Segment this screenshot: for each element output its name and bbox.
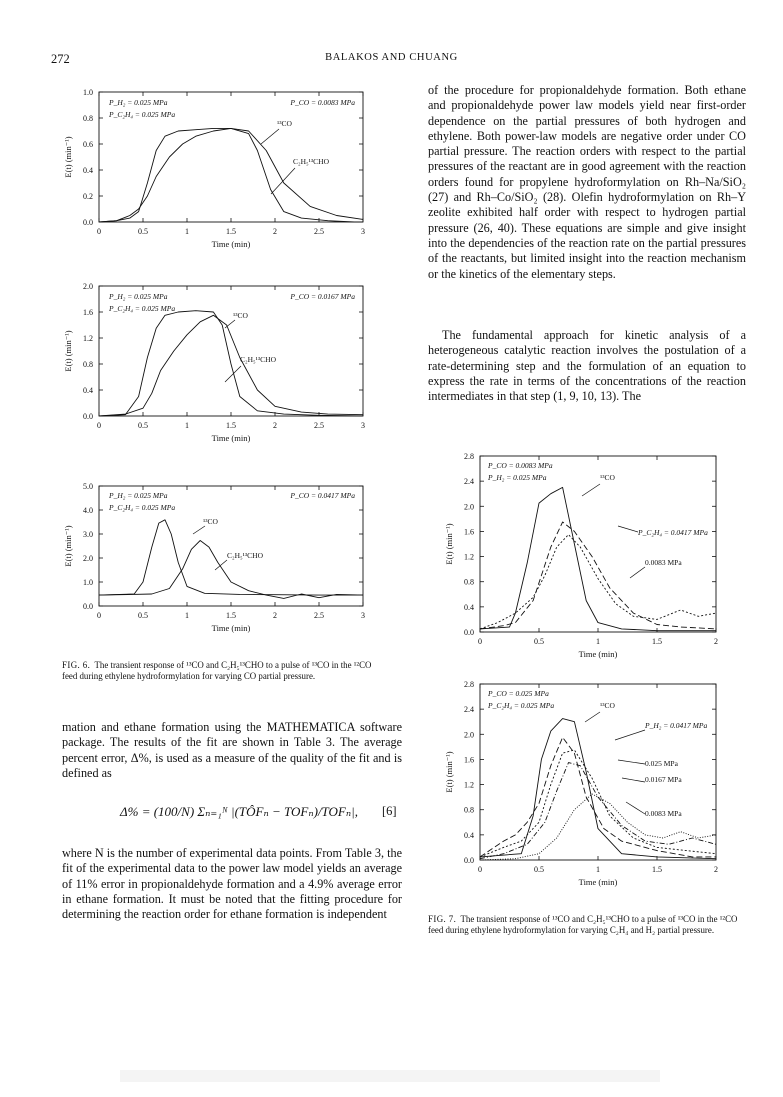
y-tick-label: 1.6 xyxy=(464,527,474,537)
y-tick-label: 2.8 xyxy=(464,680,474,689)
y-tick-label: 1.0 xyxy=(83,578,93,587)
y-tick-label: 0.0 xyxy=(83,602,93,611)
y-tick-label: 1.0 xyxy=(83,88,93,97)
col2-paragraph-1: of the procedure for propionaldehyde formation. Both ethane and propionaldehyde power law models yield near first-order dependence on the partial pressures of both hydrogen and ethylene. Both power-law models are negative order under CO partial pressure. The reaction orders with respect to the partial pressures of the reactant are in good agreement with the reaction orders found for propylene hydroformylation on Rh–Na/SiO₂ (27) and Rh–Co/SiO₂ (28). Olefin hydroformylation on Rh–Y zeolite exhibited half order with respect to hydrogen partial pressure (26, 40). These equations are simple and give insight into the dependencies of the reaction rate on the partial pressures of the reactants, but limited insight into the reaction mechanism or the kinetics of the elementary steps. xyxy=(428,83,746,281)
leader-line xyxy=(225,320,235,328)
label-13co: ¹³CO xyxy=(277,119,292,128)
y-tick-label: 1.2 xyxy=(464,780,474,790)
x-tick-label: 2 xyxy=(273,611,277,620)
y-tick-label: 3.0 xyxy=(83,530,93,539)
annotation-p-co: P_CO = 0.0083 MPa xyxy=(488,461,553,470)
y-tick-label: 0.6 xyxy=(83,140,93,149)
label-ph2-0417: P_H₂ = 0.0417 MPa xyxy=(645,721,708,730)
leader-line xyxy=(225,366,241,382)
x-tick-label: 0 xyxy=(478,865,482,874)
y-tick-label: 2.0 xyxy=(83,554,93,563)
running-head: BALAKOS AND CHUANG xyxy=(325,52,458,63)
leader-line xyxy=(626,802,645,814)
x-tick-label: 0.5 xyxy=(534,865,544,874)
y-tick-label: 0.0 xyxy=(464,856,474,865)
fig7-caption xyxy=(428,914,746,936)
x-axis-label: Time (min) xyxy=(211,623,251,633)
label-c2h5-13cho: C₂H₅¹³CHO xyxy=(227,551,263,560)
page-header xyxy=(0,52,783,68)
x-tick-label: 1 xyxy=(185,227,189,236)
leader-line xyxy=(622,778,645,782)
page-number: 272 xyxy=(51,52,70,66)
equation-6 xyxy=(120,790,395,834)
leader-line xyxy=(582,484,600,496)
x-axis-label: Time (min) xyxy=(211,433,251,443)
x-tick-label: 1 xyxy=(185,421,189,430)
leader-line xyxy=(615,730,645,740)
label-025: 0.025 MPa xyxy=(645,759,678,768)
fig7-caption-label: FIG. 7. xyxy=(428,914,457,924)
label-13co: ¹³CO xyxy=(600,473,615,482)
y-axis-label: E(t) (min⁻¹) xyxy=(63,136,73,178)
y-tick-label: 5.0 xyxy=(83,482,93,491)
equation-body: Δ% = (100/N) Σₙ₌₁ᴺ |(TÔFₙ − TOFₙ)/TOFₙ|, xyxy=(120,804,358,819)
leader-line xyxy=(585,712,600,722)
plot-frame xyxy=(480,456,716,632)
x-tick-label: 2 xyxy=(714,865,718,874)
x-tick-label: 1.5 xyxy=(652,637,662,646)
annotation-p-h2: P_H₂ = 0.025 MPa xyxy=(109,98,168,107)
y-tick-label: 0.4 xyxy=(83,386,93,395)
scan-artifact xyxy=(120,1070,660,1082)
y-tick-label: 0.2 xyxy=(83,192,93,201)
x-tick-label: 0 xyxy=(97,227,101,236)
x-tick-label: 1.5 xyxy=(226,421,236,430)
y-tick-label: 1.2 xyxy=(83,334,93,343)
x-tick-label: 2 xyxy=(273,227,277,236)
x-tick-label: 1 xyxy=(596,865,600,874)
label-13co: ¹³CO xyxy=(233,311,248,320)
leader-line xyxy=(261,129,279,144)
fig6-panel-1 xyxy=(55,86,375,266)
y-axis-label: E(t) (min⁻¹) xyxy=(63,330,73,372)
x-tick-label: 1 xyxy=(185,611,189,620)
leader-line xyxy=(630,567,645,578)
leader-line xyxy=(618,526,638,532)
fig6-caption xyxy=(62,660,380,682)
y-tick-label: 1.6 xyxy=(83,308,93,317)
x-tick-label: 0.5 xyxy=(534,637,544,646)
x-tick-label: 2.5 xyxy=(314,227,324,236)
x-tick-label: 1 xyxy=(596,637,600,646)
series-line-1 xyxy=(480,719,716,859)
label-c2h5-13cho: C₂H₅¹³CHO xyxy=(240,355,276,364)
equation-number: [6] xyxy=(382,804,397,818)
label-0083: 0.0083 MPa xyxy=(645,809,682,818)
col2-paragraph-2: The fundamental approach for kinetic analysis of a heterogeneous catalytic reaction involves the postulation of a rate-determining step and the formulation of an equation to express the rate in terms of the concentrations of the reaction intermediates in that step (1, 9, 10, 13). The xyxy=(428,328,746,404)
fig6-caption-label: FIG. 6. xyxy=(62,660,91,670)
x-axis-label: Time (min) xyxy=(578,877,618,887)
x-tick-label: 0.5 xyxy=(138,611,148,620)
fig7-panel-2 xyxy=(440,678,740,900)
annotation-p-co: P_CO = 0.0083 MPa xyxy=(290,98,355,107)
x-tick-label: 0.5 xyxy=(138,421,148,430)
x-tick-label: 2 xyxy=(714,637,718,646)
y-tick-label: 0.8 xyxy=(83,114,93,123)
y-tick-label: 0.4 xyxy=(464,602,474,612)
label-13co: ¹³CO xyxy=(600,701,615,710)
y-tick-label: 1.6 xyxy=(464,755,474,765)
y-tick-label: 2.4 xyxy=(464,477,474,487)
x-tick-label: 3 xyxy=(361,227,365,236)
y-tick-label: 1.2 xyxy=(464,552,474,562)
leader-line xyxy=(193,526,205,534)
y-tick-label: 0.4 xyxy=(83,166,93,175)
fig6-caption-text: The transient response of ¹³CO and C₂H₅¹³CHO to a pulse of ¹³CO in the ¹²CO feed during ethylene hydroformylation for varying CO partial pressure. xyxy=(62,660,372,681)
x-tick-label: 1.5 xyxy=(226,227,236,236)
annotation-p-co: P_CO = 0.025 MPa xyxy=(488,689,549,698)
y-tick-label: 2.0 xyxy=(83,282,93,291)
annotation-p-c2h4: P_C₂H₄ = 0.025 MPa xyxy=(109,503,176,512)
y-tick-label: 0.0 xyxy=(83,412,93,421)
annotation-p-c2h4: P_C₂H₄ = 0.025 MPa xyxy=(488,701,555,710)
y-tick-label: 2.0 xyxy=(464,502,474,512)
x-tick-label: 0 xyxy=(97,421,101,430)
y-tick-label: 4.0 xyxy=(83,506,93,515)
y-tick-label: 0.4 xyxy=(464,830,474,840)
x-tick-label: 3 xyxy=(361,421,365,430)
col1-paragraph-2: where N is the number of experimental data points. From Table 3, the fit of the experimental data to the power law model yields an average of 11% error in propionaldehyde formation and a 4.9% average error in ethane formation. It must be noted that the fitting procedure for determining the reaction order for ethane formation is independent xyxy=(62,846,402,922)
fig7-caption-text: The transient response of ¹³CO and C₂H₅¹³CHO to a pulse of ¹³CO in the ¹²CO feed during ethylene hydroformylation for varying C₂H₄ and H₂ partial pressure. xyxy=(428,914,738,935)
x-axis-label: Time (min) xyxy=(211,239,251,249)
y-tick-label: 0.0 xyxy=(464,628,474,637)
fig7-panel-1 xyxy=(440,450,740,672)
x-tick-label: 0 xyxy=(478,637,482,646)
series-line-2 xyxy=(99,128,363,222)
x-tick-label: 2.5 xyxy=(314,421,324,430)
x-tick-label: 1.5 xyxy=(652,865,662,874)
annotation-p-co: P_CO = 0.0167 MPa xyxy=(290,292,355,301)
annotation-p-co: P_CO = 0.0417 MPa xyxy=(290,491,355,500)
series-line-1 xyxy=(99,128,363,222)
y-tick-label: 2.8 xyxy=(464,452,474,461)
y-tick-label: 0.8 xyxy=(83,360,93,369)
annotation-p-c2h4: P_C₂H₄ = 0.025 MPa xyxy=(109,110,176,119)
annotation-p-h2: P_H₂ = 0.025 MPa xyxy=(109,491,168,500)
y-tick-label: 0.8 xyxy=(464,805,474,815)
series-line-1 xyxy=(99,311,363,416)
x-tick-label: 3 xyxy=(361,611,365,620)
x-tick-label: 0.5 xyxy=(138,227,148,236)
x-tick-label: 2.5 xyxy=(314,611,324,620)
annotation-p-c2h4: P_C₂H₄ = 0.025 MPa xyxy=(109,304,176,313)
y-axis-label: E(t) (min⁻¹) xyxy=(444,751,454,793)
x-tick-label: 2 xyxy=(273,421,277,430)
annotation-p-h2: P_H₂ = 0.025 MPa xyxy=(488,473,547,482)
label-0167: 0.0167 MPa xyxy=(645,775,682,784)
label-13co: ¹³CO xyxy=(203,517,218,526)
y-axis-label: E(t) (min⁻¹) xyxy=(63,525,73,567)
label-c2h5-13cho: C₂H₅¹³CHO xyxy=(293,157,329,166)
x-tick-label: 1.5 xyxy=(226,611,236,620)
label-pc2h4-0417: P_C₂H₄ = 0.0417 MPa xyxy=(638,528,708,537)
series-line-3 xyxy=(480,535,716,629)
y-axis-label: E(t) (min⁻¹) xyxy=(444,523,454,565)
fig6-panel-3 xyxy=(55,480,375,645)
col1-paragraph-1: mation and ethane formation using the MATHEMATICA software package. The results of the fit are shown in Table 3. The average percent error, Δ%, is used as a measure of the quality of the fit and is defined as xyxy=(62,720,402,780)
x-axis-label: Time (min) xyxy=(578,649,618,659)
y-tick-label: 2.4 xyxy=(464,705,474,715)
series-line-2 xyxy=(99,541,363,599)
y-tick-label: 0.8 xyxy=(464,577,474,587)
leader-line xyxy=(618,760,645,764)
y-tick-label: 2.0 xyxy=(464,730,474,740)
label-0083: 0.0083 MPa xyxy=(645,558,682,567)
x-tick-label: 0 xyxy=(97,611,101,620)
y-tick-label: 0.0 xyxy=(83,218,93,227)
plot-frame xyxy=(480,684,716,860)
fig6-panel-2 xyxy=(55,280,375,460)
annotation-p-h2: P_H₂ = 0.025 MPa xyxy=(109,292,168,301)
